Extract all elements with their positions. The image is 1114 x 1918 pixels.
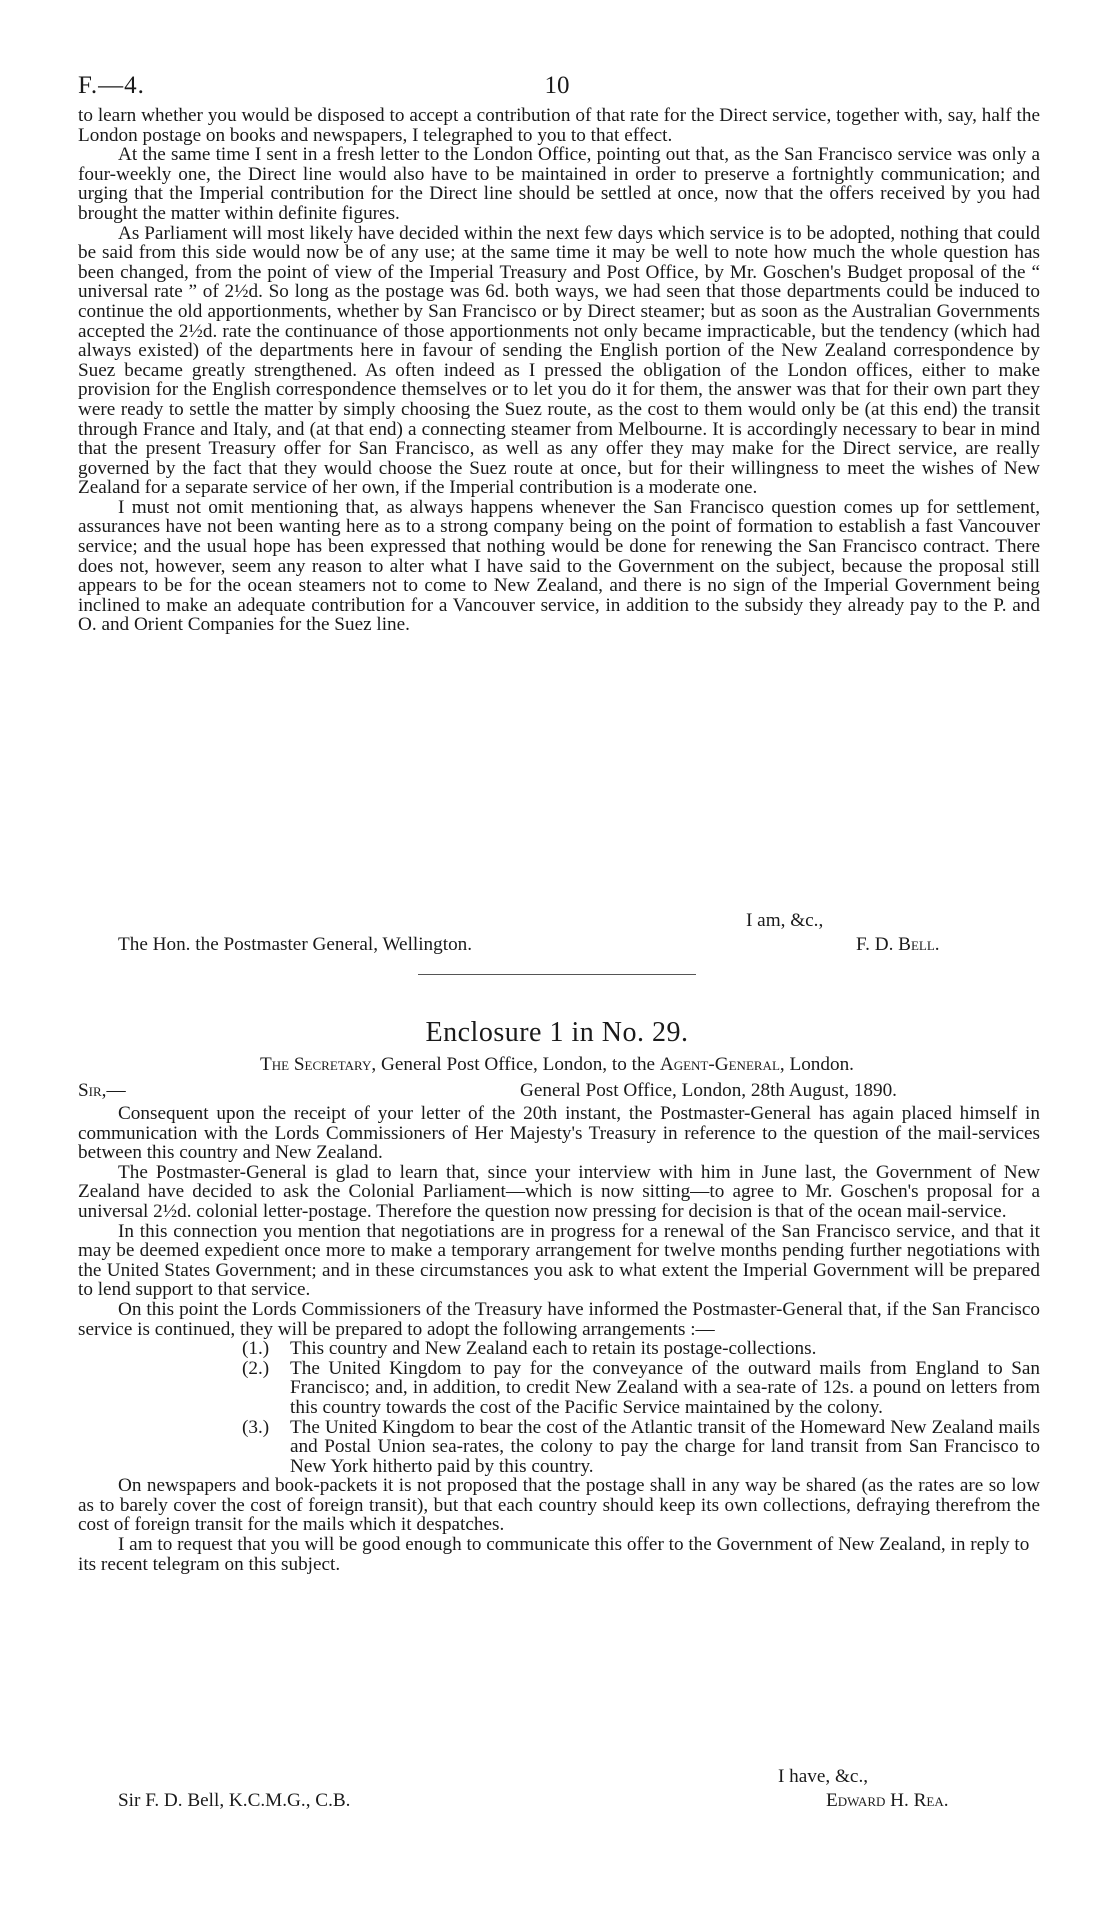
enclosure-body <box>78 1104 1040 1574</box>
enclosure-paragraph: Consequent upon the receipt of your letter of the 20th instant, the Postmaster-General has again placed himself in communication with the Lords Commissioners of Her Majesty's Treasury in reference to the question of the mail-services between this country and New Zealand. <box>78 1103 1040 1164</box>
list-item-number: (1.) <box>242 1338 270 1360</box>
enclosure-subtitle-text: , London. <box>779 1054 854 1075</box>
section-divider <box>418 974 696 975</box>
enclosure-title: Enclosure 1 in No. 29. <box>425 1017 689 1048</box>
letter-closing: I am, &c., <box>746 910 824 931</box>
enclosure-addressee: Sir F. D. Bell, K.C.M.G., C.B. <box>118 1790 351 1811</box>
list-item-text: The United Kingdom to bear the cost of the Atlantic transit of the Homeward New Zealand mails and Postal Union sea-rates, the colony to pay the charge for land transit from San Francisco to New York hitherto paid by this country. <box>290 1416 1040 1477</box>
page-header <box>78 72 1036 106</box>
letter-signature: F. D. Bell. <box>856 934 940 955</box>
list-item-number: (2.) <box>242 1357 270 1379</box>
list-item <box>78 1339 1040 1359</box>
list-item <box>78 1359 1040 1418</box>
list-item-text: This country and New Zealand each to retain its postage-collections. <box>290 1338 817 1360</box>
letter-paragraph: to learn whether you would be disposed to accept a contribution of that rate for the Direct service, together with, say, half the London postage on books and newspapers, I telegraphed to you to that effect. <box>78 105 1040 146</box>
enclosure-recipient: Agent-General <box>659 1054 780 1075</box>
enclosure-subtitle-text: , General Post Office, London, to the <box>371 1054 660 1075</box>
list-item-number: (3.) <box>242 1416 270 1438</box>
letter-addressee: The Hon. the Postmaster General, Wellington. <box>118 934 473 955</box>
enclosure-paragraph: I am to request that you will be good enough to communicate this offer to the Government of New Zealand, in reply to its recent telegram on this subject. <box>78 1534 1030 1575</box>
list-item-text: The United Kingdom to pay for the conveyance of the outward mails from England to San Francisco; and, in addition, to credit New Zealand with a sea-rate of 12s. a pound on letters from this country towards the cost of the Pacific Service maintained by the colony. <box>290 1357 1040 1418</box>
arrangements-list <box>78 1339 1040 1476</box>
enclosure-signature: Edward H. Rea. <box>826 1790 949 1811</box>
letter-paragraph: As Parliament will most likely have decided within the next few days which service is to be adopted, nothing that could be said from this side would now be of any use; at the same time it may be well to note how much the whole question has been changed, from the point of view of the Imperial Treasury and Post Office, by Mr. Goschen's Budget proposal of the “ universal rate ” of 2½d. So long as the postage was 6d. both ways, we had seen that those departments could be induced to continue the old apportionments, whether by San Francisco or by Direct steamer; but as soon as the Australian Governments accepted the 2½d. rate the continuance of those apportionments not only became impracticable, but the tendency (which had always existed) of the departments here in favour of sending the English portion of the New Zealand correspondence by Suez became greatly strengthened. As often indeed as I pressed the obligation of the London offices, either to make provision for the English correspondence themselves or to let you do it for them, the answer was that for their own part they were ready to settle the matter by simply choosing the Suez route, as the cost to them would only be (at this end) the transit through France and Italy, and (at that end) a connecting steamer from Melbourne. It is accordingly necessary to bear in mind that the present Treasury offer for San Francisco, as well as any offer they may make for the Direct service, are really governed by the fact that they would choose the Suez route at once, but for their willingness to meet the wishes of New Zealand for a separate service of her own, if the Imperial contribution is a moderate one. <box>78 222 1040 499</box>
enclosure-closing: I have, &c., <box>778 1766 869 1787</box>
enclosure-paragraph: In this connection you mention that negotiations are in progress for a renewal of the San Francisco service, and that it may be deemed expedient once more to make a temporary arrangement for twelve months pending further negotiations with the United States Government; and in these circumstances you ask to what extent the Imperial Government will be prepared to lend support to that service. <box>78 1220 1040 1301</box>
enclosure-sender: The Secretary <box>260 1054 372 1075</box>
document-reference: F.—4. <box>78 72 145 99</box>
letter-body <box>78 106 1040 635</box>
enclosure-subtitle <box>0 1054 1114 1076</box>
enclosure-paragraph: The Postmaster-General is glad to learn that, since your interview with him in June last, the Government of New Zealand have decided to ask the Colonial Parliament—which is now sitting—to agree to Mr. Goschen's proposal for a universal 2½d. colonial letter-postage. Therefore the question now pressing for decision is that of the ocean mail-service. <box>78 1161 1040 1222</box>
dateline: General Post Office, London, 28th August, 1890. <box>520 1080 897 1101</box>
salutation: Sir,— <box>78 1080 126 1101</box>
salutation-row <box>78 1080 998 1102</box>
list-item <box>78 1418 1040 1477</box>
enclosure-paragraph: On this point the Lords Commissioners of the Treasury have informed the Postmaster-General that, if the San Francisco service is continued, they will be prepared to adopt the following arrangements :— <box>78 1298 1040 1340</box>
enclosure-paragraph: On newspapers and book-packets it is not proposed that the postage shall in any way be shared (as the rates are so low as to barely cover the cost of foreign transit), but that each country should keep its own collections, defraying therefrom the cost of foreign transit for the mails which it despatches. <box>78 1475 1040 1536</box>
letter-paragraph: At the same time I sent in a fresh letter to the London Office, pointing out that, as the San Francisco service was only a four-weekly one, the Direct line would also have to be maintained in order to preserve a fortnightly communication; and urging that the Imperial contribution for the Direct line should be settled at once, now that the offers received by you had brought the matter within definite figures. <box>78 144 1040 224</box>
page-number: 10 <box>544 72 570 99</box>
letter-paragraph: I must not omit mentioning that, as always happens whenever the San Francisco question comes up for settlement, assurances have not been wanting here as to a strong company being on the point of formation to establish a fast Vancouver service; and the usual hope has been expressed that nothing would be done for renewing the San Francisco contract. There does not, however, seem any reason to alter what I have said to the Government on the subject, because the proposal still appears to be for the ocean steamers not to come to New Zealand, and there is no sign of the Imperial Government being inclined to make an adequate contribution for a Vancouver service, in addition to the subsidy they already pay to the P. and O. and Orient Companies for the Suez line. <box>78 496 1040 636</box>
